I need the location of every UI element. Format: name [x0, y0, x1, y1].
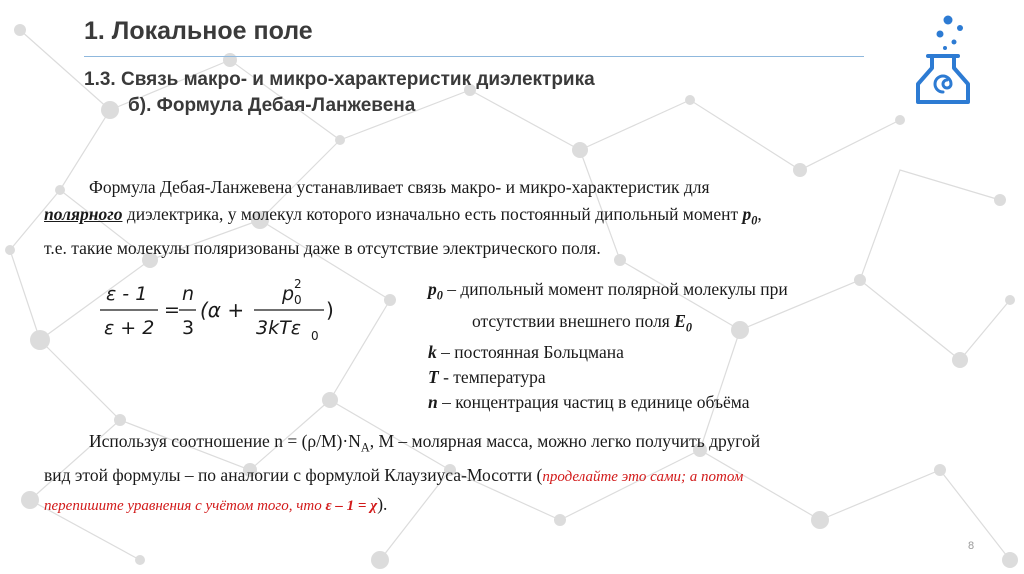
def-n-text: – концентрация частиц в единице объёма: [437, 392, 750, 412]
def-k-symbol: k: [428, 342, 437, 362]
title-divider: [84, 56, 864, 57]
closing-paragraph: [44, 428, 944, 520]
formula-denominator-left: ε + 2: [104, 317, 155, 339]
def-n: [428, 390, 788, 415]
def-p0-cont-text: отсутствии внешнего поля: [472, 310, 675, 331]
chi-relation: ε – 1 = χ: [325, 497, 378, 514]
comma: ,: [757, 204, 762, 224]
def-e0-sub: 0: [685, 320, 693, 334]
def-p0-cont: [428, 309, 788, 341]
subtitle-line-1: 1.3. Связь макро- и микро-характеристик диэлектрика: [84, 69, 595, 90]
closing-line-2-text: вид этой формулы – по аналогии с формулой Клаузиуса-Мосотти (: [44, 464, 543, 485]
closing-line-1b: , M – молярная масса, можно легко получить другой: [369, 431, 761, 451]
formula-three: 3: [182, 317, 195, 339]
formula-denominator-right: 3kTε: [256, 317, 301, 339]
formula-equals: =: [164, 299, 180, 321]
def-p0: [428, 277, 788, 309]
formula-numerator-left: ε - 1: [106, 283, 148, 305]
def-k-text: – постоянная Больцмана: [436, 342, 624, 362]
exercise-note-2: перепишите уравнения с учётом того, что: [44, 497, 326, 514]
formula-alpha: (α +: [200, 298, 245, 322]
closing-end: ).: [377, 493, 388, 514]
polar-emphasis: полярного: [44, 204, 123, 224]
def-n-symbol: n: [428, 392, 438, 412]
intro-line-3: т.е. такие молекулы поляризованы даже в отсутствие электрического поля.: [44, 237, 601, 258]
formula-p-sub: 0: [294, 293, 302, 307]
page-number: 8: [968, 540, 975, 552]
def-p0-symbol: p: [428, 279, 437, 299]
exercise-note-1: проделайте это сами; а потом: [542, 468, 744, 485]
chemistry-flask-logo-icon: [908, 12, 978, 112]
formula-close-paren: ): [326, 298, 334, 322]
def-k: [428, 340, 788, 365]
closing-line-1a: Используя соотношение n = (ρ/M)·N: [89, 431, 361, 451]
dipole-symbol: [742, 204, 758, 228]
subtitle-line-2: б). Формула Дебая-Ланжевена: [128, 95, 416, 116]
def-p0-text: – дипольный момент полярной молекулы при: [442, 279, 788, 299]
intro-line-2-text: диэлектрика, у молекул которого изначально есть постоянный дипольный момент: [122, 204, 743, 224]
slide-title: 1. Локальное поле: [84, 17, 313, 45]
formula-p-sup: 2: [294, 277, 302, 291]
def-t-text: - температура: [438, 367, 546, 387]
formula-n: n: [182, 283, 195, 305]
p-symbol: p: [742, 204, 752, 224]
symbol-definitions: [428, 277, 788, 415]
closing-line-2: [44, 462, 944, 491]
def-t-symbol: T: [428, 367, 439, 387]
intro-line-1: Формула Дебая-Ланжевена устанавливает связь макро- и микро-характеристик для: [89, 177, 710, 197]
debye-langevin-formula: [96, 270, 346, 360]
formula-eps0-sub: 0: [311, 329, 319, 343]
def-p0-sub: 0: [436, 288, 443, 303]
intro-paragraph: [44, 174, 944, 262]
formula-p: p: [282, 283, 295, 305]
slide-subtitle: [84, 67, 595, 119]
def-t: [428, 365, 788, 390]
intro-line-2: [44, 201, 944, 235]
avogadro-sub: A: [360, 440, 370, 455]
closing-line-3: [44, 491, 944, 520]
closing-line-1: [44, 428, 944, 462]
p-subscript: 0: [751, 213, 758, 228]
def-e0-symbol: E: [674, 310, 686, 331]
